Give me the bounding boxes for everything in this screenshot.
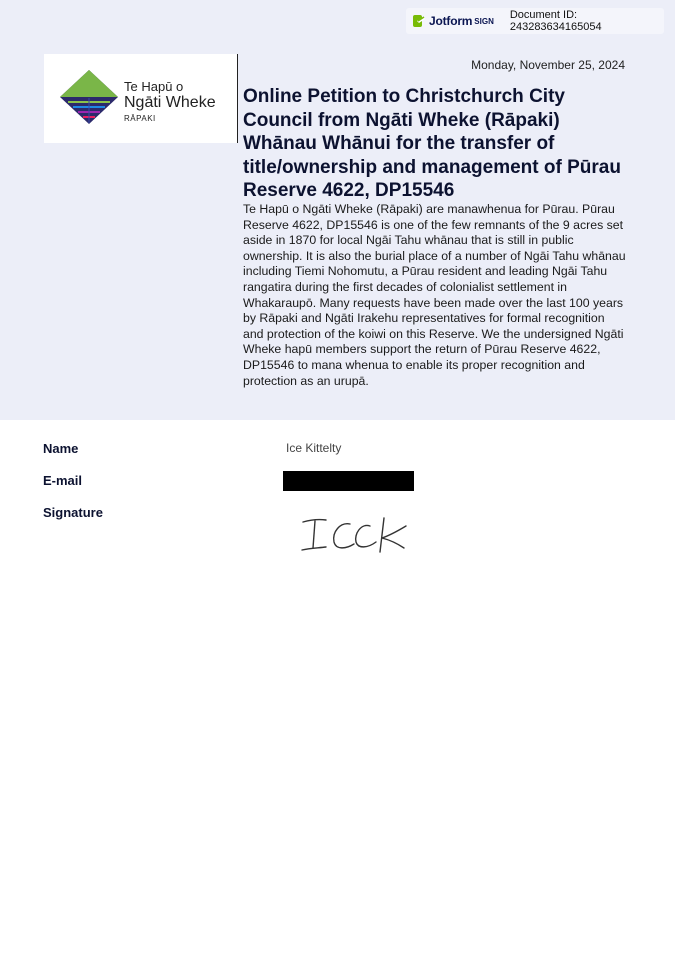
document-date: Monday, November 25, 2024 bbox=[471, 58, 625, 72]
petition-description: Te Hapū o Ngāti Wheke (Rāpaki) are manawhenua for Pūrau. Pūrau Reserve 4622, DP15546 is one of the few remnants of the 9 acres set aside in 1870 for local Ngāi Tahu whānau that is still in public ownership. It is also the burial place of a number of Ngāi Tahu whānau including Tiemi Nohomutu, a Pūrau resident and leading Ngāi Tahu rangatira during the first decades of colonialist settlement in Whakaraupō. Many requests have been made over the last 100 years by Rāpaki and Ngāti Irakehu representatives for formal recognition and protection of the koiwi on this Reserve. We the undersigned Ngāti Wheke hapū members support the return of Pūrau Reserve 4622, DP15546 to mana whenua to enable its proper recognition and protection as an urupā. bbox=[243, 202, 626, 388]
jotform-logo bbox=[412, 14, 494, 28]
diamond-logo-icon bbox=[58, 68, 120, 126]
logo-text-line3: RĀPAKI bbox=[124, 114, 156, 123]
name-label: Name bbox=[43, 441, 79, 456]
jotform-icon bbox=[412, 14, 426, 28]
organisation-logo bbox=[44, 54, 238, 143]
jotform-sign-label: SIGN bbox=[474, 16, 494, 26]
email-label: E-mail bbox=[43, 473, 83, 488]
email-redaction bbox=[283, 471, 414, 491]
logo-divider bbox=[237, 54, 238, 143]
petition-title: Online Petition to Christchurch City Council from Ngāti Wheke (Rāpaki) Whānau Whānui for the transfer of title/ownership and management of Pūrau Reserve 4622, DP15546 bbox=[243, 86, 621, 201]
signature-label: Signature bbox=[43, 505, 103, 520]
logo-text-line1: Te Hapū o bbox=[124, 79, 184, 94]
jotform-brand: Jotform bbox=[429, 14, 473, 28]
jotform-sign-badge bbox=[406, 8, 664, 34]
document-id: Document ID: 243283634165054 bbox=[509, 9, 602, 33]
name-value: Ice Kittelty bbox=[286, 441, 342, 455]
handwritten-signature bbox=[298, 512, 410, 560]
logo-text-line2: Ngāti Wheke bbox=[124, 94, 216, 111]
